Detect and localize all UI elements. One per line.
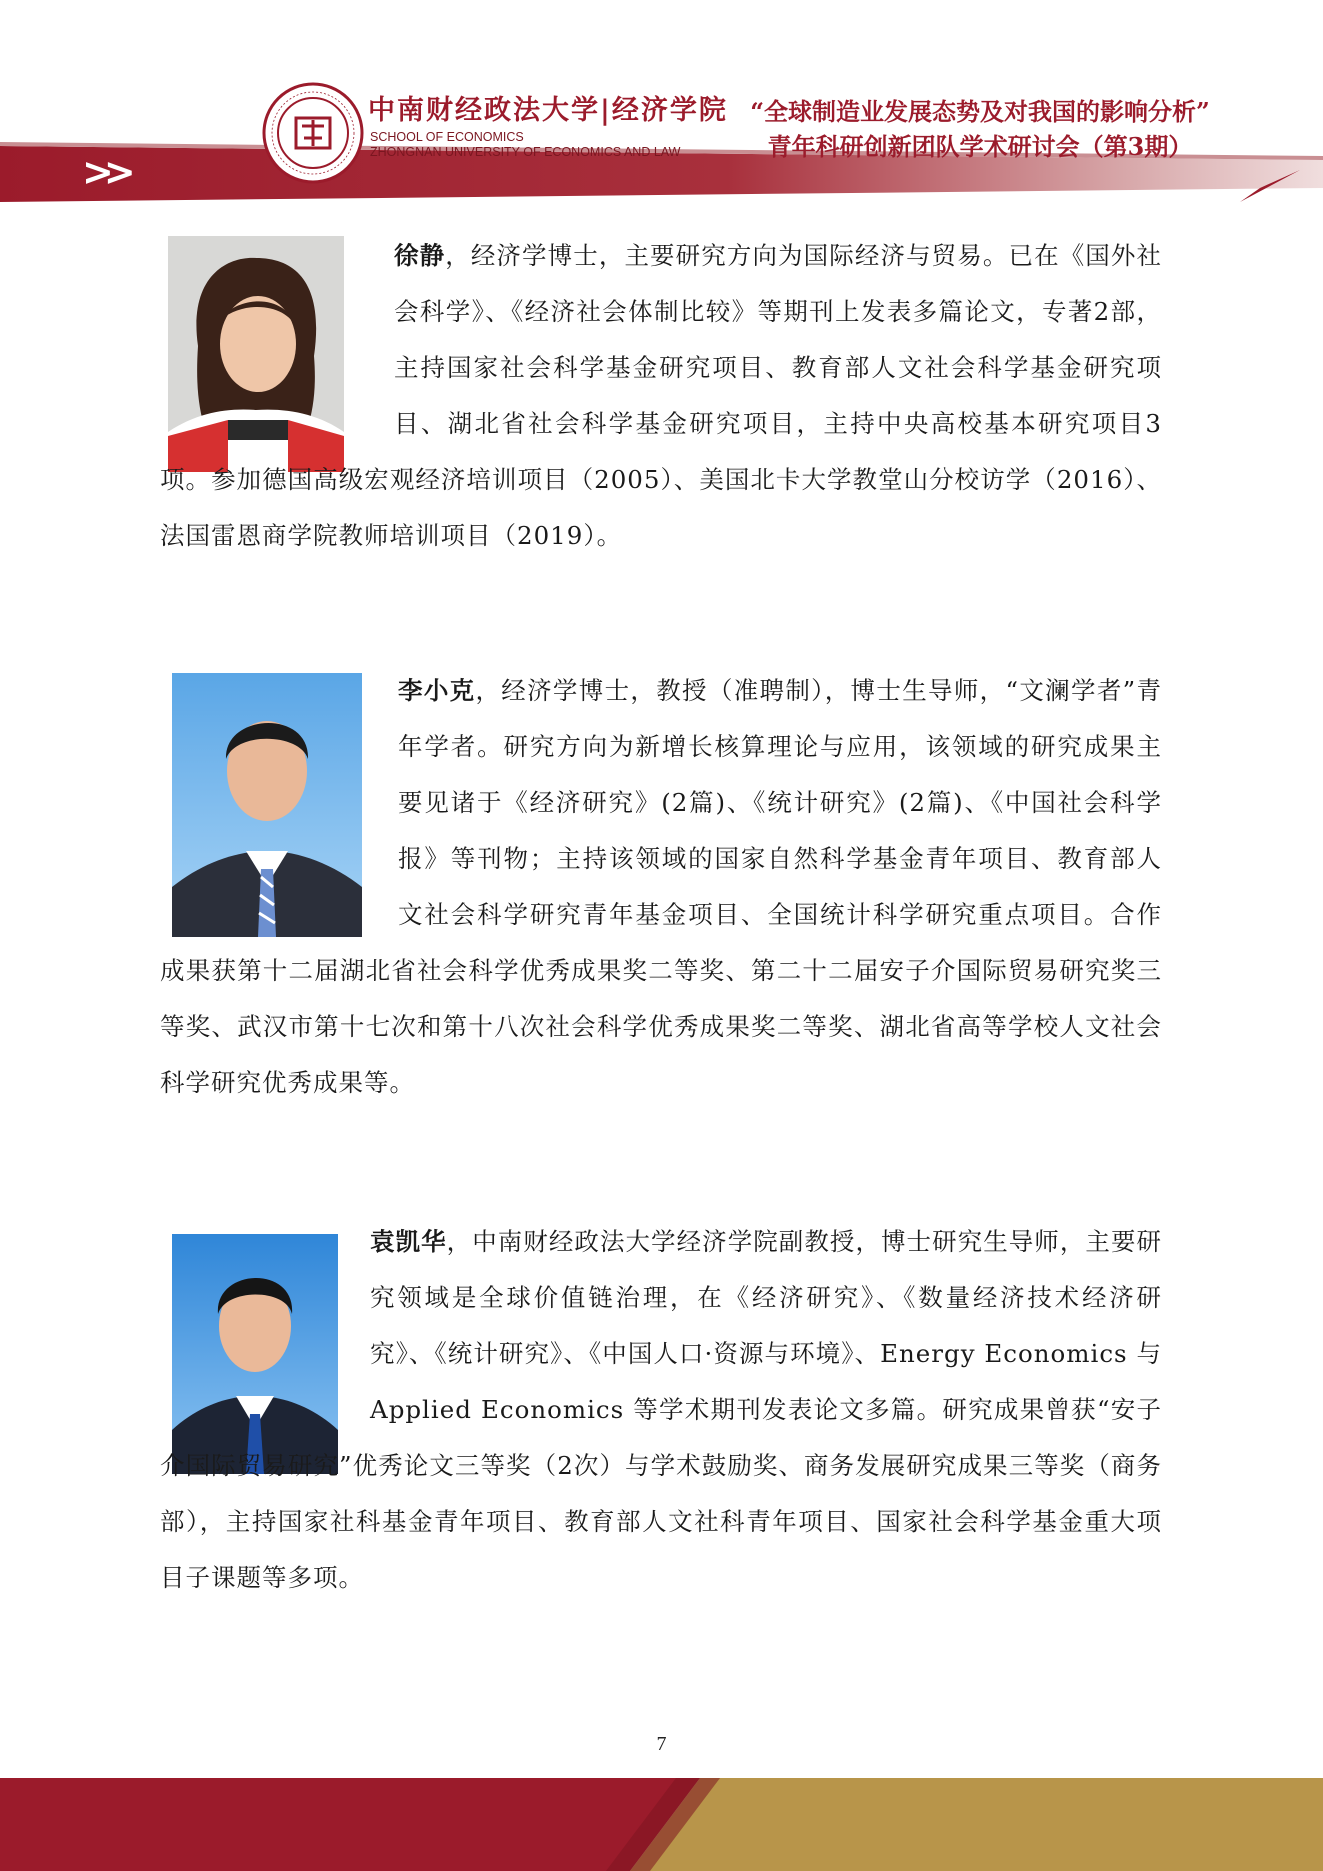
conference-title-line1: “全球制造业发展态势及对我国的影响分析” (750, 97, 1210, 126)
university-logo (262, 82, 364, 184)
bio-li-xiao-ke (160, 663, 1162, 1111)
photo-placeholder (168, 228, 376, 452)
person-name: 李小克 (398, 676, 476, 705)
portrait-photo-xu-jing (168, 236, 344, 472)
footer-band (0, 1778, 1323, 1871)
conference-title (700, 94, 1260, 164)
school-name-english-line2: ZHONGNAN UNIVERSITY OF ECONOMICS AND LAW (370, 145, 681, 159)
person-bio-text: ，经济学博士，教授（准聘制），博士生导师，“文澜学者”青年学者。研究方向为新增长核算理论与应用，该领域的研究成果主要见诸于《经济研究》(2篇)、《统计研究》(2篇)、《中国社会科学报》等刊物；主持该领域的国家自然科学基金青年项目、教育部人文社会科学研究青年基金项目、全国统计科学研究重点项目。合作成果获第十二届湖北省社会科学优秀成果奖二等奖、第二十二届安子介国际贸易研究奖三等奖、武汉市第十七次和第十八次社会科学优秀成果奖二等奖、湖北省高等学校人文社会科学研究优秀成果等。 (160, 676, 1162, 1097)
portrait-photo-li-xiao-ke (172, 673, 362, 937)
school-name-chinese: 中南财经政法大学|经济学院 (368, 95, 728, 126)
school-name-english (370, 130, 680, 160)
header-arrows: >> (82, 150, 126, 194)
person-name: 徐静 (394, 241, 446, 270)
person-bio-text: ，中南财经政法大学经济学院副教授，博士研究生导师，主要研究领域是全球价值链治理，在《经济研究》、《数量经济技术经济研究》、《统计研究》、《中国人口·资源与环境》、Energy Economics 与 Applied Economics 等学术期刊发表论文多篇。研究成果曾获“安子介国际贸易研究”优秀论文三等奖（2次）与学术鼓励奖、商务发展研究成果三等奖（商务部），主持国家社科基金青年项目、教育部人文社科青年项目、国家社会科学基金重大项目子课题等多项。 (160, 1227, 1163, 1592)
page-header (0, 0, 1323, 215)
bio-yuan-kai-hua (160, 1214, 1162, 1606)
page-number: 7 (656, 1733, 667, 1755)
conference-title-line2: 青年科研创新团队学术研讨会（第3期） (767, 132, 1193, 161)
person-name: 袁凯华 (370, 1227, 447, 1256)
portrait-photo-yuan-kai-hua (172, 1234, 338, 1474)
person-bio-text: ，经济学博士，主要研究方向为国际经济与贸易。已在《国外社会科学》、《经济社会体制比较》等期刊上发表多篇论文，专著2部，主持国家社会科学基金研究项目、教育部人文社会科学基金研究项目、湖北省社会科学基金研究项目，主持中央高校基本研究项目3项。参加德国高级宏观经济培训项目（2005）、美国北卡大学教堂山分校访学（2016）、法国雷恩商学院教师培训项目（2019）。 (160, 241, 1163, 550)
bio-xu-jing (160, 228, 1162, 564)
photo-placeholder (172, 1214, 350, 1436)
school-name-english-line1: SCHOOL OF ECONOMICS (370, 130, 524, 144)
photo-placeholder (172, 663, 376, 933)
